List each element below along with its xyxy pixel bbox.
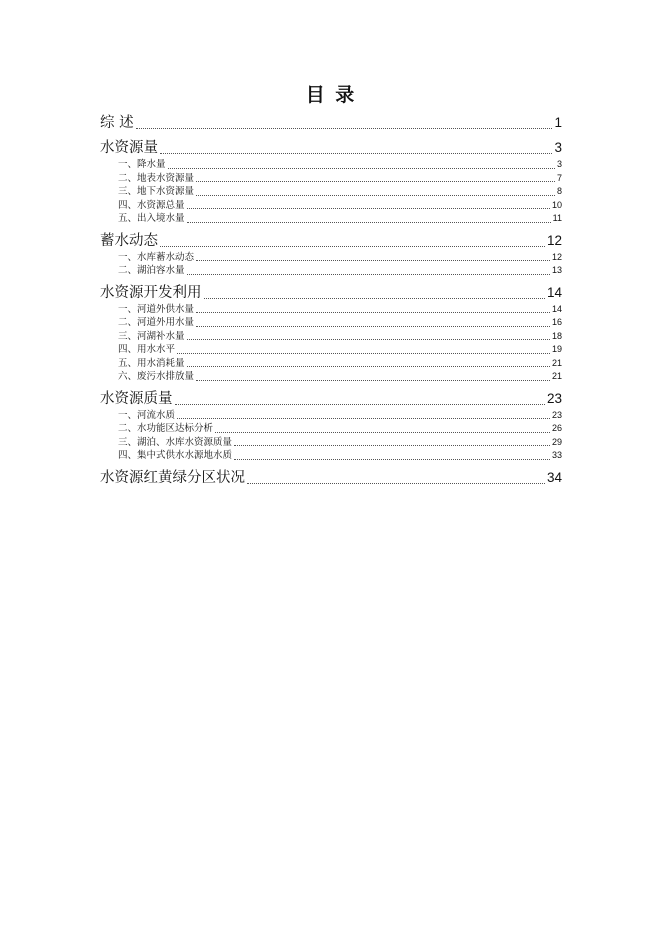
toc-subentry[interactable] <box>100 212 562 226</box>
toc-subentry[interactable] <box>100 185 562 199</box>
dot-leader <box>187 339 550 340</box>
toc-subentry-label: 二、地表水资源量 <box>118 172 195 184</box>
dot-leader <box>160 246 545 247</box>
dot-leader <box>215 432 550 433</box>
toc-entry[interactable] <box>100 138 562 158</box>
dot-leader <box>196 195 555 196</box>
toc-subentry-label: 五、用水消耗量 <box>118 357 185 369</box>
toc-subentry-label: 六、废污水排放量 <box>118 371 195 382</box>
toc-subentry[interactable] <box>100 436 562 450</box>
toc-entry-page: 1 <box>554 115 562 130</box>
toc-subentry-label: 一、降水量 <box>118 159 166 170</box>
toc-subentry-page: 7 <box>556 172 562 183</box>
dot-leader <box>177 418 550 419</box>
dot-leader <box>187 274 550 275</box>
dot-leader <box>196 326 550 327</box>
dot-leader <box>234 459 550 460</box>
toc-subentry-label: 三、湖泊、水库水资源质量 <box>118 436 233 448</box>
toc-subentry-label: 二、河道外用水量 <box>118 317 195 328</box>
toc-section <box>100 138 562 226</box>
dot-leader <box>196 312 550 313</box>
toc-subentry[interactable] <box>100 199 562 213</box>
toc-subentry-label: 一、河流水质 <box>118 409 176 421</box>
toc-section <box>100 283 562 384</box>
toc-section <box>100 468 562 488</box>
dot-leader <box>196 260 550 261</box>
toc-subentry[interactable] <box>100 422 562 436</box>
toc-subentry-page: 21 <box>551 371 562 381</box>
toc-subentry[interactable] <box>100 264 562 278</box>
toc-subentry-page: 13 <box>551 265 562 275</box>
toc-subentry-label: 五、出入境水量 <box>118 213 185 224</box>
toc-section <box>100 231 562 278</box>
dot-leader <box>177 353 550 354</box>
toc-entry-page: 23 <box>546 390 562 406</box>
toc-entry[interactable] <box>100 389 562 409</box>
toc-subentry-page: 3 <box>556 159 562 169</box>
dot-leader <box>175 404 545 405</box>
toc-subentry-page: 10 <box>551 199 562 210</box>
toc-subentry-page: 33 <box>551 450 562 460</box>
toc-subentry-page: 14 <box>551 303 562 314</box>
dot-leader <box>187 222 551 223</box>
toc-entry[interactable] <box>100 113 562 133</box>
toc-subentry[interactable] <box>100 172 562 186</box>
dot-leader <box>196 380 550 381</box>
toc-subentry-page: 18 <box>551 330 562 341</box>
toc-subentry[interactable] <box>100 343 562 357</box>
dot-leader <box>160 153 552 154</box>
toc-subentry[interactable] <box>100 449 562 463</box>
toc-subentry[interactable] <box>100 316 562 330</box>
toc-subentry-label: 一、河道外供水量 <box>118 303 195 315</box>
toc-subentry-page: 16 <box>551 317 562 327</box>
toc-entry-label: 蓄水动态 <box>100 232 158 249</box>
toc-subentry-page: 26 <box>551 423 562 433</box>
toc-entry-label: 水资源量 <box>100 140 158 156</box>
table-of-contents <box>100 113 562 488</box>
toc-entry-page: 34 <box>546 469 562 485</box>
toc-subentry[interactable] <box>100 303 562 317</box>
toc-entry-page: 3 <box>554 140 562 155</box>
toc-subentry[interactable] <box>100 330 562 344</box>
toc-subentry[interactable] <box>100 409 562 423</box>
toc-subentry-label: 四、用水水平 <box>118 344 176 355</box>
dot-leader <box>187 366 550 367</box>
toc-title: 目 录 <box>305 84 357 106</box>
toc-subentry-label: 三、河湖补水量 <box>118 330 185 342</box>
toc-subentry-page: 23 <box>551 409 562 420</box>
toc-subentry-label: 二、湖泊容水量 <box>118 265 185 276</box>
toc-subentry-page: 21 <box>551 357 562 368</box>
dot-leader <box>234 445 550 446</box>
toc-entry[interactable] <box>100 283 562 303</box>
dot-leader <box>136 128 553 129</box>
toc-entry-label: 水资源红黄绿分区状况 <box>100 469 245 486</box>
toc-entry-label: 水资源质量 <box>100 390 173 407</box>
toc-section <box>100 389 562 463</box>
toc-subentry[interactable] <box>100 357 562 371</box>
toc-subentry-page: 29 <box>551 436 562 447</box>
toc-subentry-label: 一、水库蓄水动态 <box>118 251 195 263</box>
toc-subentry-page: 11 <box>552 213 562 223</box>
toc-subentry-page: 8 <box>556 186 562 196</box>
toc-section <box>100 113 562 133</box>
toc-subentry-label: 四、集中式供水水源地水质 <box>118 450 233 461</box>
toc-entry-label: 水资源开发利用 <box>100 284 202 301</box>
dot-leader <box>247 483 545 484</box>
toc-subentry-label: 四、水资源总量 <box>118 199 185 211</box>
toc-subentry[interactable] <box>100 158 562 172</box>
dot-leader <box>196 181 555 182</box>
toc-subentry-page: 19 <box>551 344 562 354</box>
toc-subentry-label: 二、水功能区达标分析 <box>118 423 214 434</box>
toc-entry-page: 12 <box>546 232 562 248</box>
toc-subentry[interactable] <box>100 370 562 384</box>
dot-leader <box>168 168 555 169</box>
toc-entry[interactable] <box>100 231 562 251</box>
dot-leader <box>204 298 545 299</box>
toc-subentry-page: 12 <box>551 251 562 262</box>
toc-subentry-label: 三、地下水资源量 <box>118 186 195 197</box>
toc-entry-label: 综 述 <box>100 115 134 131</box>
toc-subentry[interactable] <box>100 251 562 265</box>
toc-entry-page: 14 <box>546 284 562 300</box>
dot-leader <box>187 208 550 209</box>
toc-entry[interactable] <box>100 468 562 488</box>
